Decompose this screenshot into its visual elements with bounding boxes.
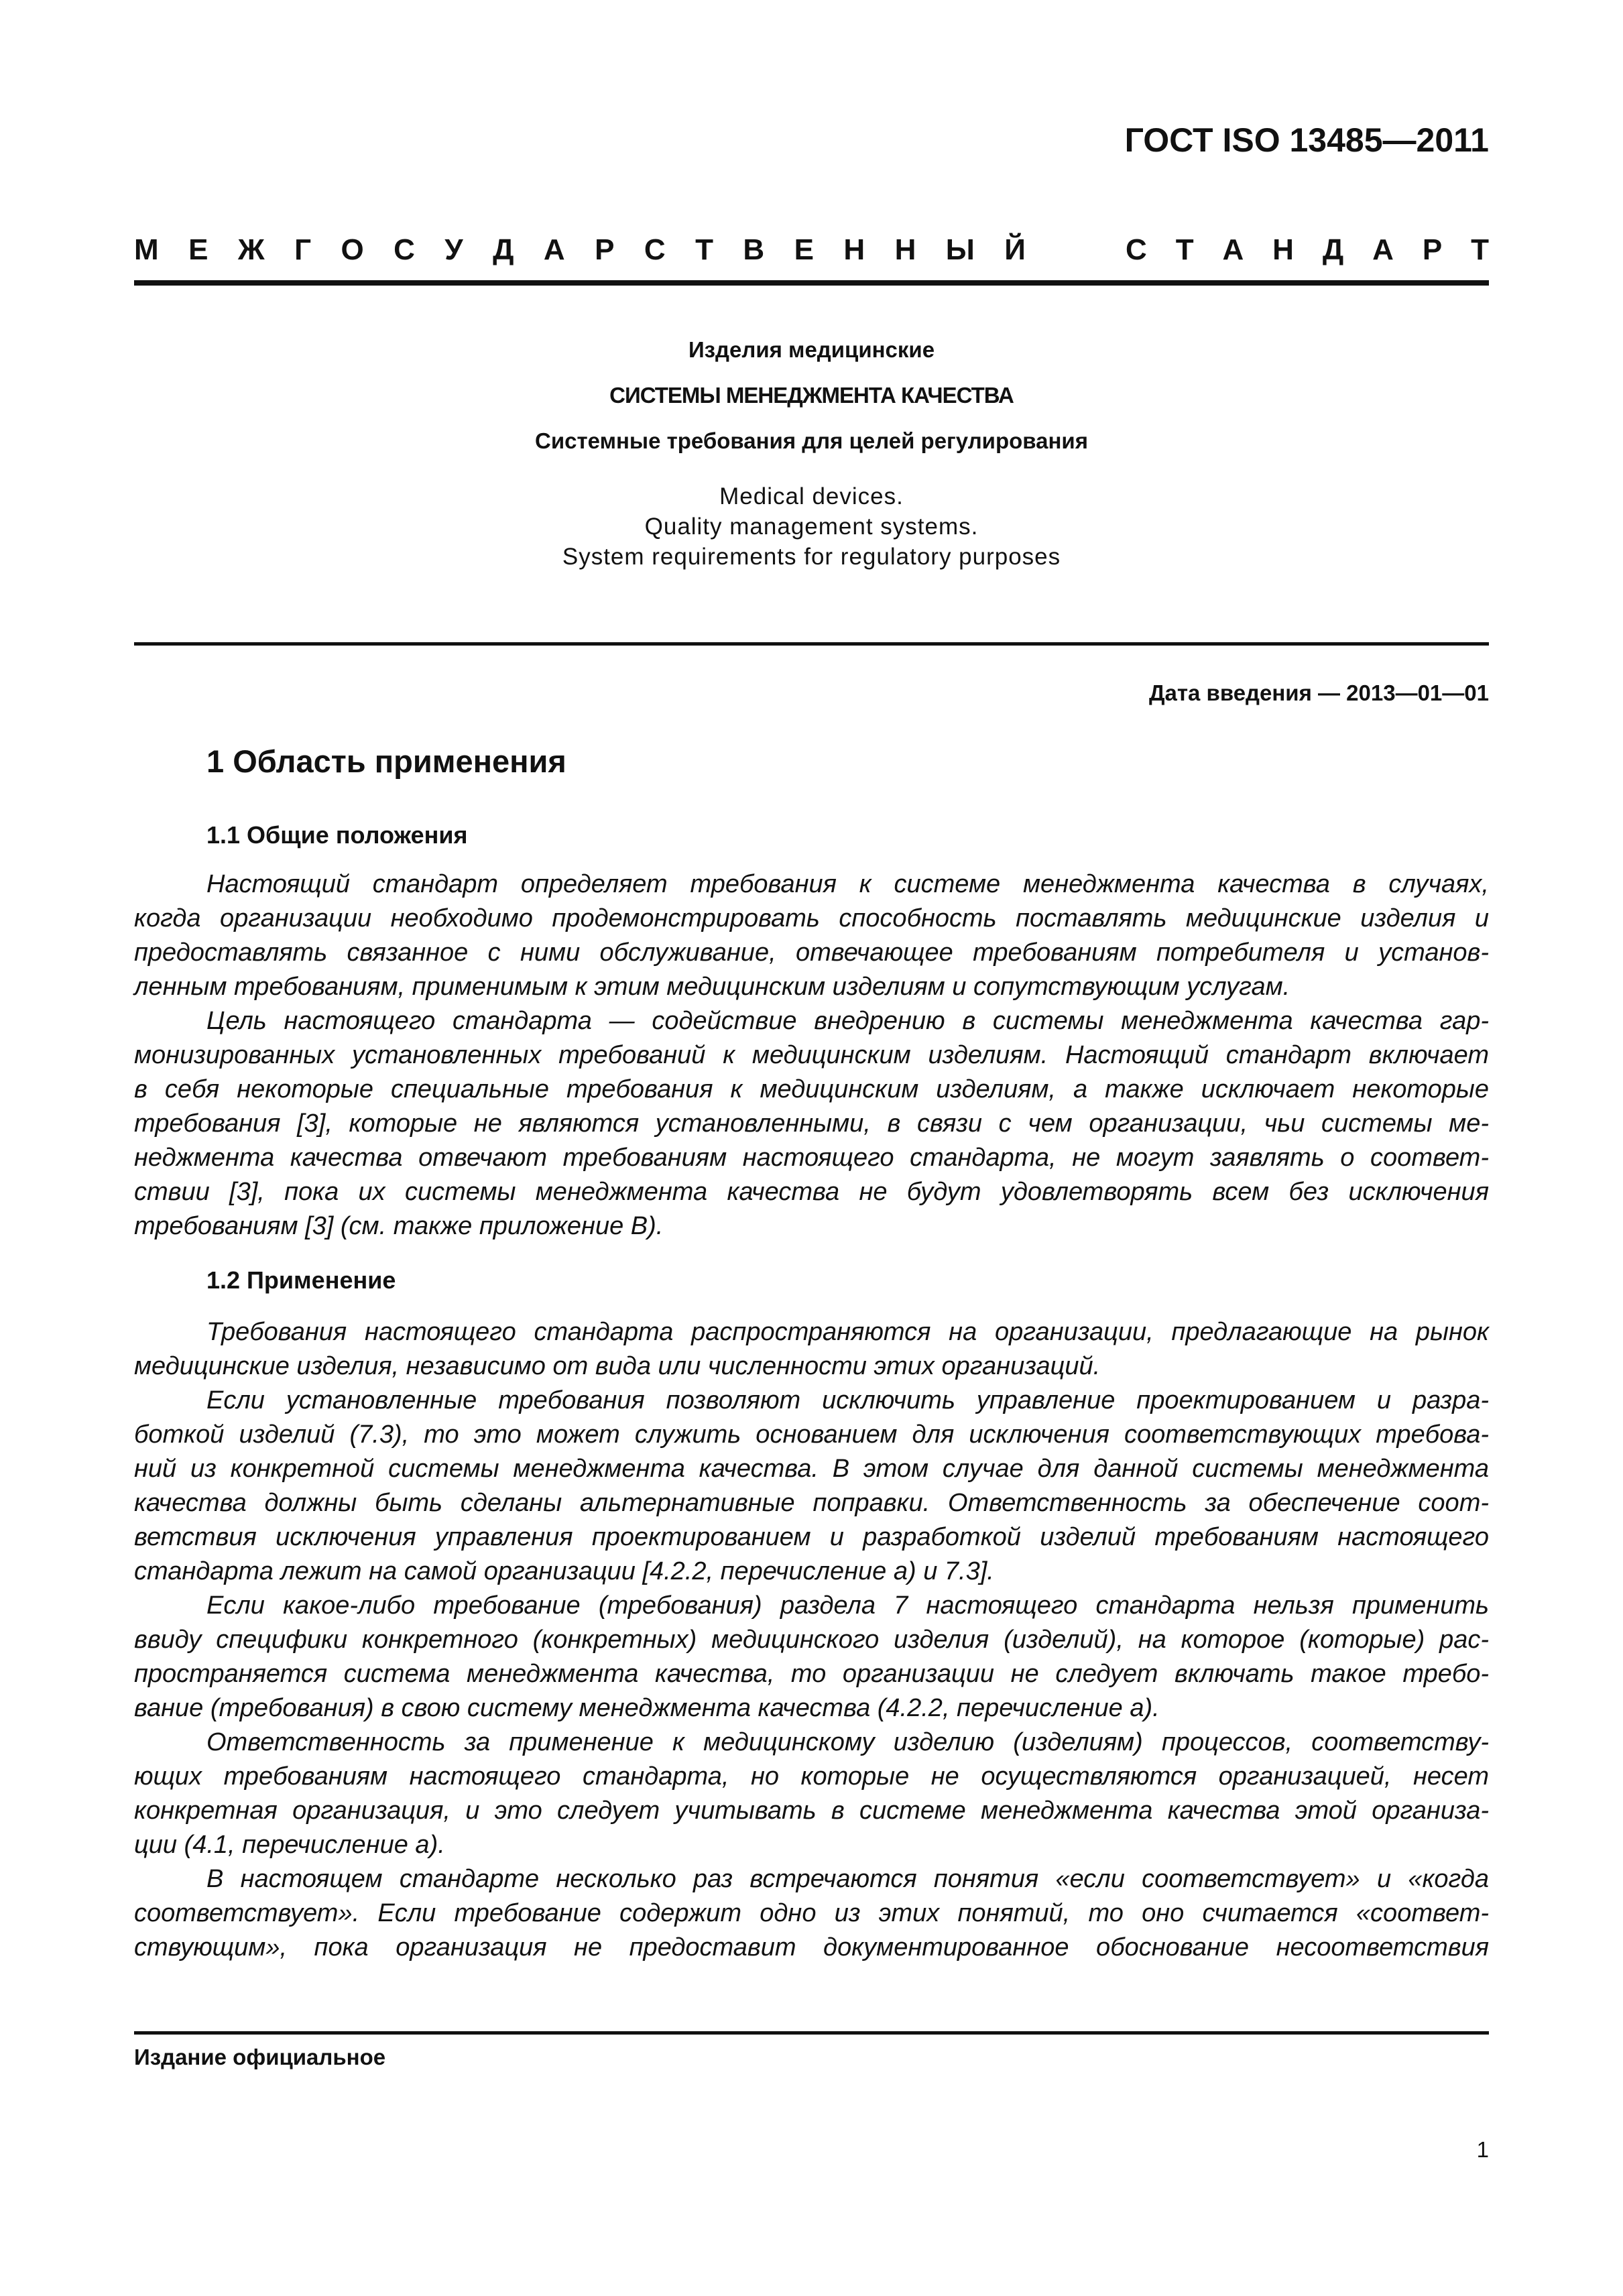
text-line: качества должны быть сделаны альтернативные поправки. Ответственность за обеспечение соот- bbox=[134, 1489, 1489, 1517]
text-line: ветствия исключения управления проектированием и разработкой изделий требованиям настоящего bbox=[134, 1523, 1489, 1551]
text-line: в себя некоторые специальные требования к медицинским изделиям, а также исключает некоторые bbox=[134, 1075, 1489, 1103]
banner-letter: Т bbox=[695, 233, 713, 266]
paragraph bbox=[134, 1315, 1489, 1384]
banner-letter: О bbox=[341, 233, 364, 266]
section-heading: 1 Область применения bbox=[206, 743, 566, 779]
text-line: Цель настоящего стандарта — содействие внедрению в системы менеджмента качества гар- bbox=[206, 1007, 1489, 1035]
introduction-date: Дата введения — 2013—01—01 bbox=[1149, 680, 1489, 705]
title-block bbox=[134, 335, 1489, 572]
title-ru-line1: Изделия медицинские bbox=[688, 337, 935, 362]
official-edition-label: Издание официальное bbox=[134, 2045, 386, 2069]
banner-letter: С bbox=[644, 233, 666, 266]
banner-letter: Н bbox=[843, 233, 865, 266]
text-line: ствии [3], пока их системы менеджмента качества не будут удовлетворять всем без исключения bbox=[134, 1178, 1489, 1206]
text-line: неджмента качества отвечают требованиям настоящего стандарта, не могут заявлять о соответ- bbox=[134, 1144, 1489, 1172]
banner-letter: Р bbox=[1422, 233, 1443, 266]
title-ru-line3: Системные требования для целей регулирования bbox=[535, 428, 1088, 453]
text-line: медицинские изделия, независимо от вида или численности этих организаций. bbox=[134, 1352, 1101, 1380]
paragraph bbox=[134, 1726, 1489, 1862]
text-line: ции (4.1, перечисление а). bbox=[134, 1831, 445, 1859]
text-line: Ответственность за применение к медицинскому изделию (изделиям) процессов, соответству- bbox=[206, 1728, 1489, 1756]
text-line: ленным требованиям, применимым к этим медицинским изделиям и сопутствующим услугам. bbox=[134, 973, 1290, 1001]
banner-letter: А bbox=[1222, 233, 1244, 266]
paragraph bbox=[134, 867, 1489, 1004]
paragraph bbox=[134, 1004, 1489, 1244]
banner-letter: Й bbox=[1004, 233, 1026, 266]
banner-letter: Е bbox=[188, 233, 208, 266]
text-line: стандарта лежит на самой организации [4.2.2, перечисление а) и 7.3]. bbox=[134, 1557, 994, 1585]
standard-code: ГОСТ ISO 13485—2011 bbox=[1124, 121, 1489, 159]
banner-letter: М bbox=[134, 233, 159, 266]
banner-letter: А bbox=[1372, 233, 1394, 266]
header-divider bbox=[134, 280, 1489, 286]
title-ru-line2: СИСТЕМЫ МЕНЕДЖМЕНТА КАЧЕСТВА bbox=[609, 383, 1014, 408]
text-line: Настоящий стандарт определяет требования к системе менеджмента качества в случаях, bbox=[206, 870, 1489, 898]
text-line: ствующим», пока организация не предоставит документированное обоснование несоответствия bbox=[134, 1933, 1489, 1961]
banner-letter: Е bbox=[794, 233, 814, 266]
banner-letter: В bbox=[743, 233, 765, 266]
banner-letter: Д bbox=[1322, 233, 1344, 266]
footer-divider bbox=[134, 2031, 1489, 2035]
text-line: предоставлять связанное с ними обслуживание, отвечающее требованиям потребителя и установ- bbox=[134, 939, 1489, 967]
banner-letter: Т bbox=[1471, 233, 1489, 266]
banner-letter: Н bbox=[894, 233, 916, 266]
title-en-line3: System requirements for regulatory purposes bbox=[562, 544, 1061, 570]
text-line: Если какое-либо требование (требования) раздела 7 настоящего стандарта нельзя применить bbox=[206, 1591, 1489, 1620]
text-line: ний из конкретной системы менеджмента качества. В этом случае для данной системы менеджмента bbox=[134, 1455, 1489, 1483]
text-line: Если установленные требования позволяют исключить управление проектированием и разра- bbox=[206, 1386, 1489, 1414]
banner-letter: Р bbox=[595, 233, 615, 266]
banner-letter: Н bbox=[1272, 233, 1294, 266]
title-en-line1: Medical devices. bbox=[719, 483, 904, 509]
paragraph bbox=[134, 1384, 1489, 1589]
text-line: вание (требования) в свою систему менеджмента качества (4.2.2, перечисление а). bbox=[134, 1694, 1160, 1722]
text-line: требования [3], которые не являются установленными, в связи с чем организации, чьи системы ме- bbox=[134, 1109, 1489, 1138]
banner-letter: С bbox=[394, 233, 415, 266]
banner-letter: Ж bbox=[237, 233, 265, 266]
banner-letter: Т bbox=[1175, 233, 1194, 266]
subsection-heading: 1.2 Применение bbox=[206, 1266, 396, 1294]
text-line: пространяется система менеджмента качества, то организации не следует включать такое требо- bbox=[134, 1660, 1489, 1688]
paragraph bbox=[134, 1589, 1489, 1726]
banner-letter: А bbox=[543, 233, 565, 266]
banner-letter: Г bbox=[294, 233, 312, 266]
text-line: соответствует». Если требование содержит одно из этих понятий, то оно считается «соответ- bbox=[134, 1899, 1489, 1927]
text-line: когда организации необходимо продемонстрировать способность поставлять медицинские изделия и bbox=[134, 904, 1489, 932]
banner-letter: Ы bbox=[945, 233, 975, 266]
interstate-standard-banner bbox=[134, 227, 1489, 274]
page-number: 1 bbox=[1476, 2137, 1489, 2162]
title-divider bbox=[134, 642, 1489, 646]
text-line: ввиду специфики конкретного (конкретных) медицинского изделия (изделий), на которое (которые) рас- bbox=[134, 1626, 1489, 1654]
text-line: конкретная организация, и это следует учитывать в системе менеджмента качества этой организа- bbox=[134, 1797, 1489, 1825]
text-line: Требования настоящего стандарта распространяются на организации, предлагающие на рынок bbox=[206, 1318, 1489, 1346]
banner-letter: У bbox=[444, 233, 463, 266]
banner-letter: Д bbox=[493, 233, 514, 266]
text-line: требованиям [3] (см. также приложение В). bbox=[134, 1212, 664, 1240]
paragraph bbox=[134, 1862, 1489, 1965]
banner-word-standard bbox=[1126, 233, 1489, 267]
title-en-line2: Quality management systems. bbox=[644, 513, 979, 540]
text-line: В настоящем стандарте несколько раз встречаются понятия «если соответствует» и «когда bbox=[206, 1865, 1489, 1893]
banner-letter: С bbox=[1126, 233, 1147, 266]
text-line: ющих требованиям настоящего стандарта, но которые не осуществляются организацией, несет bbox=[134, 1762, 1489, 1791]
subsection-heading: 1.1 Общие положения bbox=[206, 821, 468, 849]
text-line: боткой изделий (7.3), то это может служить основанием для исключения соответствующих требова- bbox=[134, 1421, 1489, 1449]
banner-word-interstate bbox=[134, 233, 1026, 267]
text-line: монизированных установленных требований к медицинским изделиям. Настоящий стандарт включает bbox=[134, 1041, 1489, 1069]
